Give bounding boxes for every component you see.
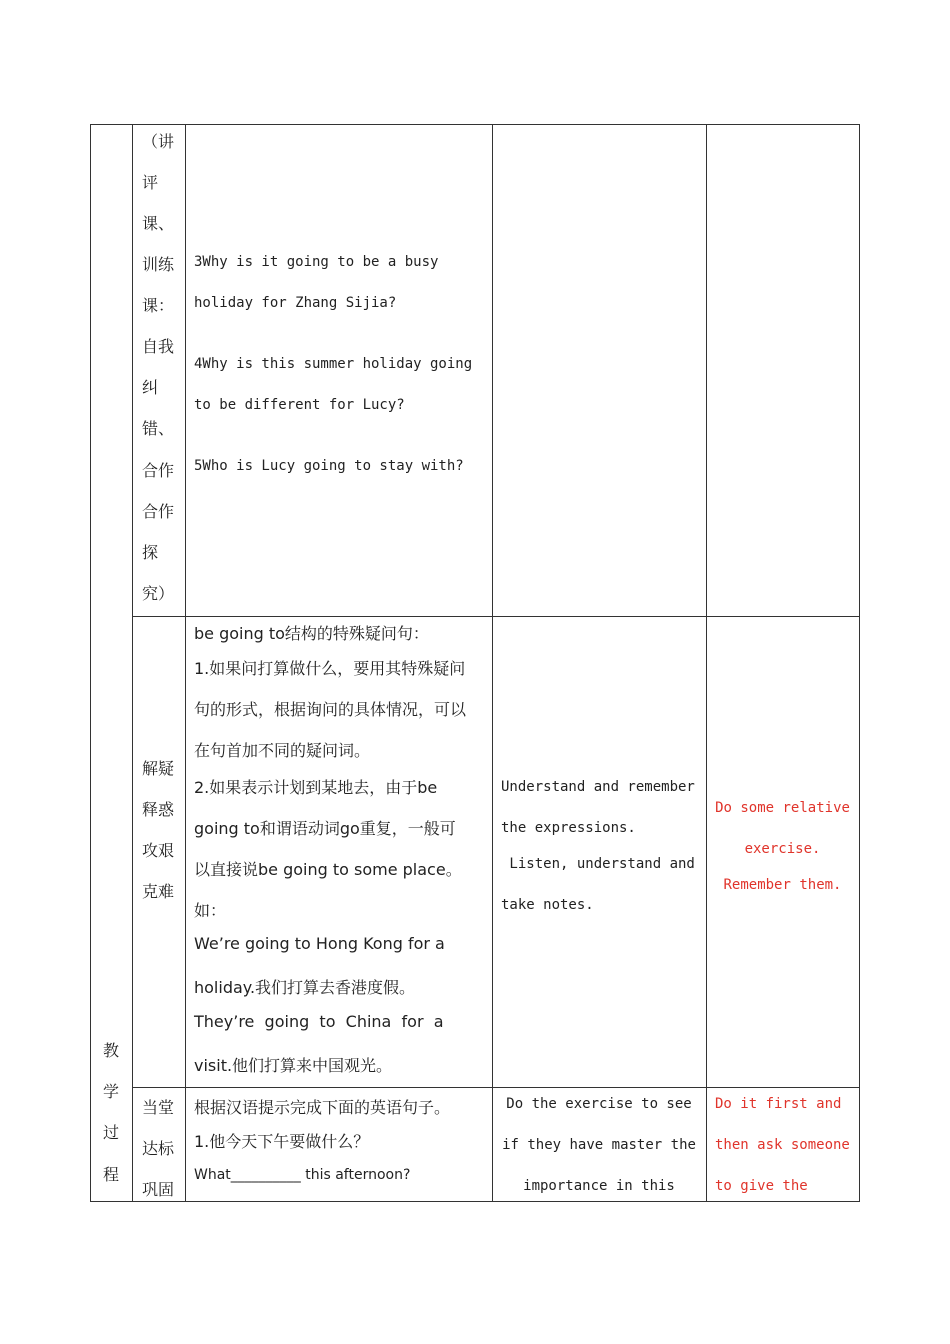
table-border-bottom <box>90 1201 860 1202</box>
content-line: 在句首加不同的疑问词。 <box>194 741 371 760</box>
note-line: exercise. <box>744 841 821 857</box>
content-line: 1.他今天下午要做什么？ <box>194 1132 370 1151</box>
student-line: the expressions. <box>501 820 636 836</box>
row3-student-activity <box>492 1087 706 1201</box>
row3-content <box>185 1087 492 1201</box>
stage-label-line: 训练 <box>142 255 175 274</box>
stage-label-line: （讲 <box>142 132 175 151</box>
stage-label-line: 探 <box>142 543 159 562</box>
content-line: visit.他们打算来中国观光。 <box>194 1056 393 1075</box>
row2-stage-label <box>132 616 185 1087</box>
stage-label-line: 达标 <box>142 1139 175 1158</box>
note-line: then ask someone <box>715 1137 850 1153</box>
content-line: 3Why is it going to be a busy <box>194 254 439 270</box>
student-line: take notes. <box>501 897 594 913</box>
content-line: be going to结构的特殊疑问句： <box>194 624 429 643</box>
content-line: We’re going to Hong Kong for a <box>194 934 445 953</box>
content-line: 2.如果表示计划到某地去，由于be <box>194 778 438 797</box>
section-label-teaching-process <box>90 124 132 1202</box>
stage-label-line: 释惑 <box>142 800 175 819</box>
content-line: holiday.我们打算去香港度假。 <box>194 978 416 997</box>
row2-student-activity <box>492 616 706 1087</box>
stage-label-line: 巩固 <box>142 1180 175 1199</box>
content-line: 以直接说be going to some place。 <box>194 860 462 879</box>
content-line: going to和谓语动词go重复，一般可 <box>194 819 456 838</box>
stage-label-line: 纠 <box>142 378 159 397</box>
section-label-char: 教 <box>103 1041 120 1060</box>
stage-label-line: 课： <box>142 296 175 315</box>
note-line: Do it first and <box>715 1096 842 1112</box>
row3-stage-label <box>132 1087 185 1201</box>
content-line: to be different for Lucy? <box>194 397 405 413</box>
note-line: Remember them. <box>723 877 842 893</box>
note-line: to give the <box>715 1178 808 1194</box>
stage-label-line: 当堂 <box>142 1098 175 1117</box>
stage-label-line: 合作 <box>142 502 175 521</box>
stage-label-line: 攻艰 <box>142 841 175 860</box>
note-line: Do some relative <box>715 800 850 816</box>
stage-label-line: 错、 <box>142 419 175 438</box>
row3-notes <box>706 1087 859 1201</box>
stage-label-line: 评 <box>142 173 159 192</box>
stage-label-line: 课、 <box>142 214 175 233</box>
student-line: Do the exercise to see <box>506 1096 692 1112</box>
row1-content <box>185 124 492 616</box>
content-line: 如： <box>194 901 227 920</box>
section-label-char: 程 <box>103 1165 120 1184</box>
stage-label-line: 解疑 <box>142 759 175 778</box>
content-line: They’re going to China for a <box>194 1012 444 1031</box>
row2-content <box>185 616 492 1087</box>
content-line: 4Why is this summer holiday going <box>194 356 473 372</box>
row2-notes <box>706 616 859 1087</box>
content-line: 根据汉语提示完成下面的英语句子。 <box>194 1098 451 1117</box>
row1-notes <box>706 124 859 616</box>
stage-label-line: 克难 <box>142 882 175 901</box>
student-line: importance in this <box>523 1178 675 1194</box>
section-label-char: 学 <box>103 1082 120 1101</box>
student-line: Listen, understand and <box>501 856 695 872</box>
student-line: Understand and remember <box>501 779 695 795</box>
stage-label-line: 究） <box>142 584 175 603</box>
content-line: 5Who is Lucy going to stay with? <box>194 458 464 474</box>
stage-label-line: 合作 <box>142 461 175 480</box>
table-border-right <box>859 124 860 1202</box>
content-line: 句的形式，根据询问的具体情况，可以 <box>194 700 467 719</box>
content-line: 1.如果问打算做什么，要用其特殊疑问 <box>194 659 466 678</box>
row1-stage-label <box>132 124 185 616</box>
row1-student-activity <box>492 124 706 616</box>
student-line: if they have master the <box>502 1137 696 1153</box>
content-line: What__________ this afternoon? <box>194 1167 411 1183</box>
stage-label-line: 自我 <box>142 337 175 356</box>
section-label-char: 过 <box>103 1123 120 1142</box>
content-line: holiday for Zhang Sijia? <box>194 295 397 311</box>
